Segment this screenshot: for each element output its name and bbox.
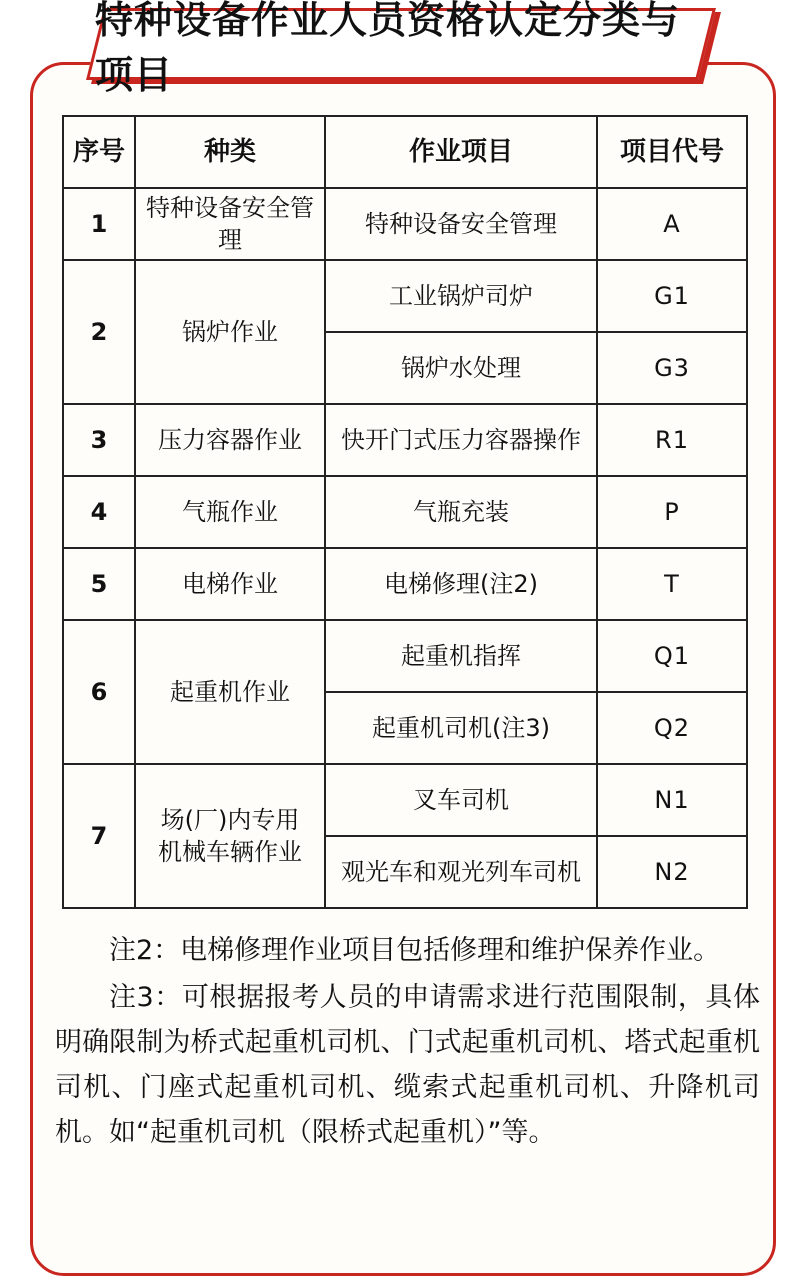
row-no: 6 (63, 620, 135, 764)
page-title: 特种设备作业人员资格认定分类与项目 (95, 0, 681, 97)
row-code: N2 (597, 836, 747, 908)
row-no: 2 (63, 260, 135, 404)
row-code: R1 (597, 404, 747, 476)
row-category: 电梯作业 (135, 548, 325, 620)
row-code: Q1 (597, 620, 747, 692)
row-category: 特种设备安全管理 (135, 188, 325, 260)
row-category: 气瓶作业 (135, 476, 325, 548)
category-line: 机械车辆作业 (158, 838, 302, 866)
note-3: 注3：可根据报考人员的申请需求进行范围限制，具体明确限制为桥式起重机司机、门式起重机司机、塔式起重机司机、门座式起重机司机、缆索式起重机司机、升降机司机。如“起重机司机（限桥式起重机）”等。 (55, 982, 760, 1148)
table-row (63, 476, 747, 548)
note-2: 注2：电梯修理作业项目包括修理和维护保养作业。 (109, 935, 721, 966)
row-code: N1 (597, 764, 747, 836)
row-no: 5 (63, 548, 135, 620)
row-item: 气瓶充装 (325, 476, 597, 548)
row-item: 叉车司机 (325, 764, 597, 836)
table-row (63, 404, 747, 476)
row-item: 起重机司机(注3) (325, 692, 597, 764)
category-line: 场(厂)内专用 (160, 806, 300, 834)
header-category: 种类 (135, 116, 325, 188)
row-category (135, 764, 325, 908)
row-item: 锅炉水处理 (325, 332, 597, 404)
notes-section (55, 928, 760, 1157)
table-header-row (63, 116, 747, 188)
row-category: 压力容器作业 (135, 404, 325, 476)
row-item: 特种设备安全管理 (325, 188, 597, 260)
row-code: G3 (597, 332, 747, 404)
row-item: 电梯修理(注2) (325, 548, 597, 620)
row-item: 快开门式压力容器操作 (325, 404, 597, 476)
row-code: A (597, 188, 747, 260)
row-category: 锅炉作业 (135, 260, 325, 404)
table-row (63, 548, 747, 620)
row-category: 起重机作业 (135, 620, 325, 764)
row-no: 3 (63, 404, 135, 476)
header-no: 序号 (63, 116, 135, 188)
row-no: 1 (63, 188, 135, 260)
row-item: 起重机指挥 (325, 620, 597, 692)
header-code: 项目代号 (597, 116, 747, 188)
qualification-table (62, 115, 748, 909)
row-item: 观光车和观光列车司机 (325, 836, 597, 908)
row-code: T (597, 548, 747, 620)
row-code: G1 (597, 260, 747, 332)
row-code: P (597, 476, 747, 548)
row-item: 工业锅炉司炉 (325, 260, 597, 332)
table-row (63, 188, 747, 260)
row-no: 7 (63, 764, 135, 908)
header-item: 作业项目 (325, 116, 597, 188)
row-code: Q2 (597, 692, 747, 764)
table-row (63, 260, 747, 332)
table-row (63, 764, 747, 836)
table-row (63, 620, 747, 692)
row-no: 4 (63, 476, 135, 548)
